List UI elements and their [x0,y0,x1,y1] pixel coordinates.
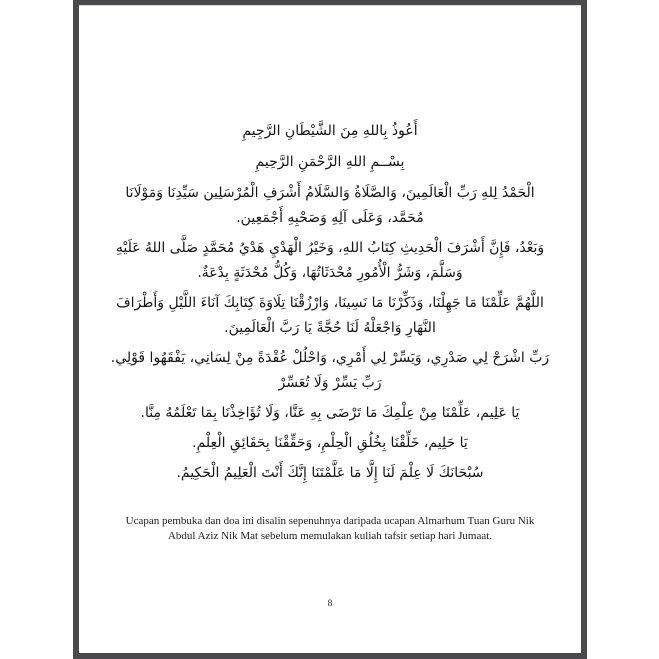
arabic-paragraph-ya-halim: يَا حَلِيم، خَلِّقْنَا بِخُلُقِ الْحِلْمِ، وَحَقِّقْنَا بِحَقَائِقِ الْعِلْمِ. [192,435,468,451]
arabic-paragraph-dua-sharh: رَبِّ اشْرَحْ لِي صَدْرِي، وَيَسِّرْ لِي أَمْرِي، وَاحْلُلْ عُقْدَةً مِنْ لِسَانِي، يَفْقَهُوا قَوْلِي. رَبِّ يَسِّرْ وَلَا تُعَسِّرْ [110,350,550,391]
footnote-text: Ucapan pembuka dan doa ini disalin sepenuhnya daripada ucapan Almarhum Tuan Guru Nik Abdul Aziz Nik Mat sebelum memulakan kuliah tafsir setiap hari Jumaat. [125,515,535,542]
page-content [79,5,581,543]
arabic-paragraph-hamdalah: الْحَمْدُ لِلهِ رَبِّ الْعَالَمِينَ، وَالصَّلَاةُ وَالسَّلَامُ أَشْرَفِ الْمُرْسَلِين سَيِّدِنَا وَمَوْلَانَا مُحَمَّد، وَعَلَى آلِهِ وَصَحْبِهِ أَجْمَعِين. [125,185,535,226]
page-number: 8 [327,599,333,609]
arabic-paragraph-ammabad: وَبَعْدُ، فَإِنَّ أَشْرَفَ الْحَدِيثِ كِتَابُ اللهِ، وَخَيْرُ الْهَدْيِ هَدْيُ مُحَمَّدٍ صَلَّى اللهُ عَلَيْهِ وَسَلَّمَ، وَشَرُّ الْأُمُورِ مُحْدَثَاتُهَا، وَكُلُّ مُحْدَثَةٍ بِدْعَةٌ. [115,240,545,281]
istiadhah-line: أَعُوذُ بِاللهِ مِنَ الشَّيْطَانِ الرَّجِيمِ [242,123,418,139]
basmalah-line: بِسْــمِ اللهِ الرَّحْمَنِ الرَّحِيمِ [255,154,405,170]
arabic-paragraph-subhanaka: سُبْحَانَكَ لَا عِلْمَ لَنَا إِلَّا مَا عَلَّمْتَنَا إِنَّكَ أَنْتَ الْعَلِيمُ الْحَكِيمُ. [176,465,484,481]
arabic-paragraph-dua-ilm: اللَّهُمَّ عَلِّمْنَا مَا جَهِلْنَا، وَذَكِّرْنَا مَا نَسِينَا، وَارْزُقْنَا تِلَاوَةَ كِتَابِكَ آنَاءَ اللَّيْلِ وَأَطْرَافَ النَّهَارِ وَاجْعَلْهُ لَنَا حُجَّةً يَا رَبَّ الْعَالَمِينَ. [116,295,544,336]
document-page [73,0,587,659]
arabic-paragraph-ya-alim: يَا عَلِيم، عَلِّمْنَا مِنْ عِلْمِكَ مَا تَرْضَى بِهِ عَنَّا، وَلَا تُؤَاخِذْنَا بِمَا تَعْلَمُهُ مِنَّا. [140,405,520,421]
